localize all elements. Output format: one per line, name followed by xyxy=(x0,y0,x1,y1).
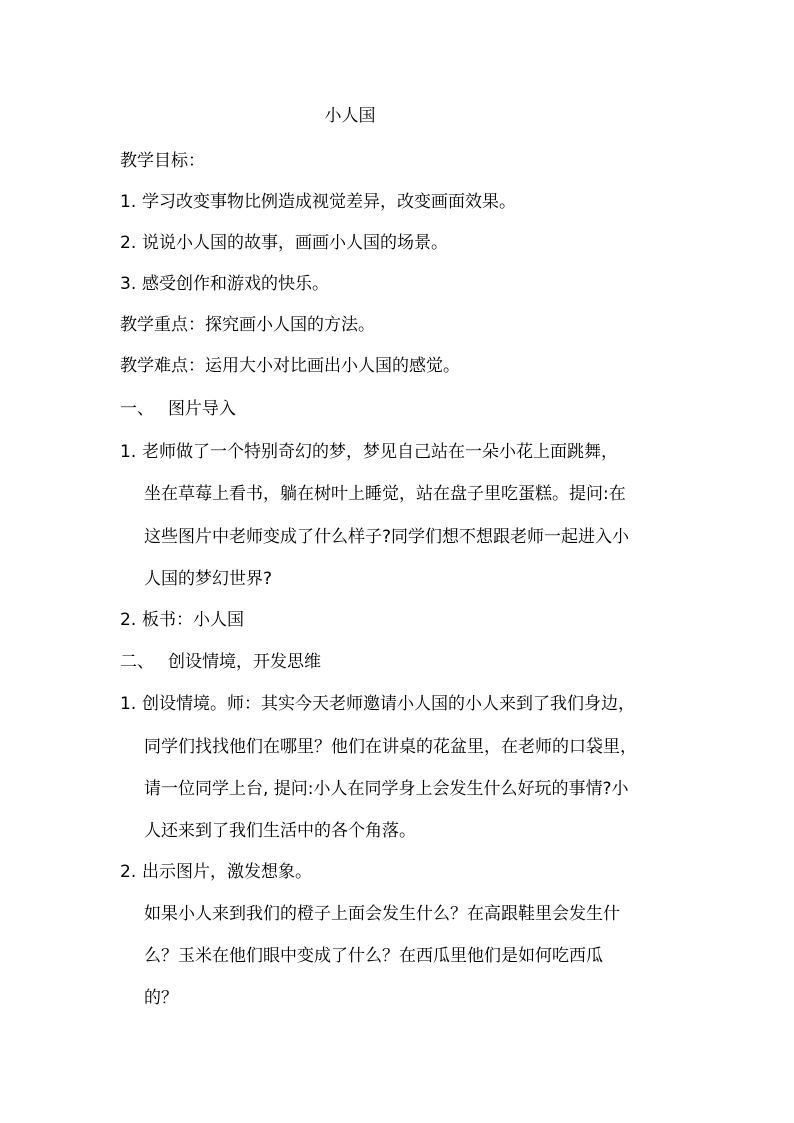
section-title: 创设情境，开发思维 xyxy=(168,652,321,672)
section2-item2-line1 xyxy=(120,860,312,884)
section2-item2-line4: 的？ xyxy=(144,988,178,1008)
section-heading-1 xyxy=(120,397,236,421)
list-number: 2. xyxy=(120,862,137,882)
list-number: 2. xyxy=(120,610,137,630)
key-point: 教学重点：探究画小人国的方法。 xyxy=(120,315,375,335)
document-title: 小人国 xyxy=(324,106,376,126)
section2-item1-line4: 人还来到了我们生活中的各个角落。 xyxy=(144,821,416,841)
section-number: 二、 xyxy=(120,652,154,672)
section2-item1-line2: 同学们找找他们在哪里？他们在讲桌的花盆里，在老师的口袋里， xyxy=(144,737,637,757)
list-number: 1. xyxy=(120,442,137,462)
list-number: 1. xyxy=(120,192,137,212)
section2-item2-line2: 如果小人来到我们的橙子上面会发生什么？在高跟鞋里会发生什 xyxy=(144,904,620,924)
section2-item1-line3: 请一位同学上台, 提问:小人在同学身上会发生什么好玩的事情?小 xyxy=(144,779,629,799)
section2-item2-line3: 么？玉米在他们眼中变成了什么？在西瓜里他们是如何吃西瓜 xyxy=(144,946,603,966)
section1-item1-line3: 这些图片中老师变成了什么样子?同学们想不想跟老师一起进入小 xyxy=(144,527,630,547)
section-heading-2 xyxy=(120,650,321,674)
section1-item1-line4: 人国的梦幻世界? xyxy=(144,569,273,589)
section1-item1-line1 xyxy=(120,440,618,464)
list-text: 出示图片，激发想象。 xyxy=(142,862,312,882)
list-number: 2. xyxy=(120,233,137,253)
section-title: 图片导入 xyxy=(168,399,236,419)
section2-item1-line1 xyxy=(120,692,635,716)
list-text: 说说小人国的故事，画画小人国的场景。 xyxy=(142,233,448,253)
section1-item1-line2: 坐在草莓上看书，躺在树叶上睡觉，站在盘子里吃蛋糕。提问:在 xyxy=(144,484,626,504)
list-text: 感受创作和游戏的快乐。 xyxy=(142,274,329,294)
objectives-heading: 教学目标： xyxy=(120,151,205,171)
section1-item2 xyxy=(120,608,244,632)
objective-item-3 xyxy=(120,272,329,296)
difficult-point: 教学难点：运用大小对比画出小人国的感觉。 xyxy=(120,356,460,376)
list-text: 学习改变事物比例造成视觉差异，改变画面效果。 xyxy=(142,192,516,212)
list-number: 3. xyxy=(120,274,137,294)
section-number: 一、 xyxy=(120,399,154,419)
objective-item-2 xyxy=(120,231,448,255)
list-number: 1. xyxy=(120,694,137,714)
objective-item-1 xyxy=(120,190,516,214)
list-text: 创设情境。师：其实今天老师邀请小人国的小人来到了我们身边， xyxy=(142,694,635,714)
list-text: 板书：小人国 xyxy=(142,610,244,630)
list-text: 老师做了一个特别奇幻的梦，梦见自己站在一朵小花上面跳舞， xyxy=(142,442,618,462)
